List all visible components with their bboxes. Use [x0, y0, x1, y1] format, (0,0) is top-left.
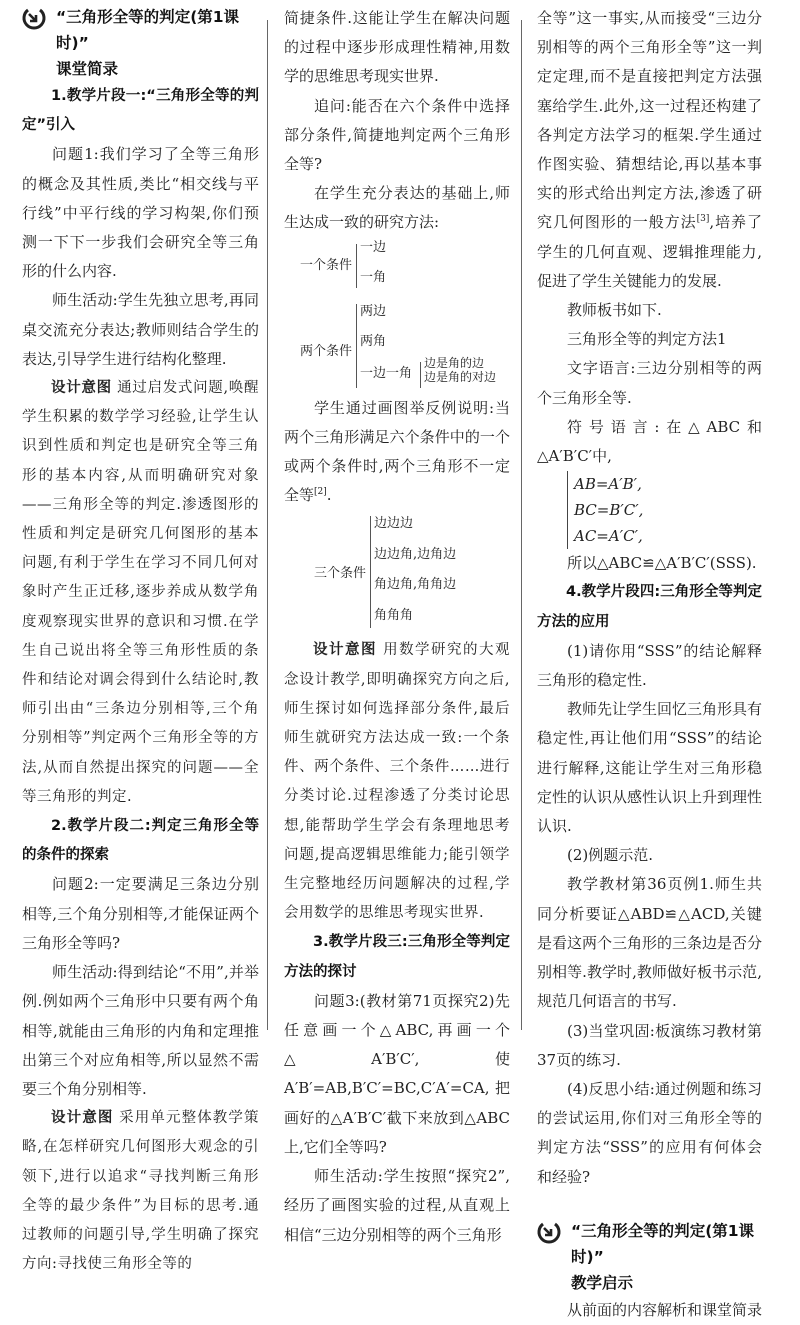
tree-leaf: 边边角,边角边: [374, 547, 457, 563]
tree-leaf: 角角角: [374, 608, 414, 624]
counter-text: 学生通过画图举反例说明:当两个三角形满足六个条件中的一个或两个条件时,两个三角形不一定全等: [284, 398, 510, 505]
tree-leaf: 一角: [360, 269, 387, 285]
item-4: (4)反思小结:通过例题和练习的尝试运用,你们对三角形全等的判定方法“SSS”的应用有何体会和经验?: [537, 1079, 762, 1186]
tree-sub-brace: [420, 362, 421, 388]
design-intent-text: 通过启发式问题,唤醒学生积累的数学学习经验,让学生认识到性质和判定也是研究全等三角形的基本内容,从而明确研究对象——三角形全等的判定.渗透图形的性质和判定是研究几何图形的基本问题,有利于学生在学习不同几何对象时产生正迁移,逐步养成从数学角度观察现实世界的意识和习惯.在学生自己说出将全等三角形性质的条件和结论对调会得到什么结论时,教师引出由“三条边分别相等,三个角分别相等”判定两个三角形全等的方法,从而自然提出探究的问题——全等三角形的判定.: [22, 380, 260, 805]
citation-ref: [3]: [696, 214, 710, 225]
circle-arrow-icon: [537, 1220, 561, 1244]
conclusion: 所以△ABC≌△A′B′C′(SSS).: [567, 554, 757, 573]
equation: AB=A′B′,: [574, 475, 642, 494]
question-2: 问题2:一定要满足三条边分别相等,三个角分别相等,才能保证两个三角形全等吗?: [22, 875, 259, 952]
column-divider: [521, 20, 522, 1030]
section-title-line2: 教学启示: [571, 1273, 634, 1292]
section-title-line1: “三角形全等的判定(第1课时)”: [56, 8, 240, 52]
item-2-activity: 教学教材第36页例1.师生共同分析要证△ABD≌△ACD,关键是看这两个三角形的三条边是否分别相等.教学时,教师做好板书示范,规范几何语言的书写.: [537, 875, 763, 1011]
tree-three-conditions: [284, 514, 510, 636]
column-divider: [267, 20, 268, 1030]
tree-sub-leaf: 边是角的边: [424, 355, 485, 370]
continuation-text: [537, 4, 762, 296]
continuation-body: 全等”这一事实,从而接受“三边分别相等的两个三角形全等”这一判定定理,而不是直接把判定方法强塞给学生.此外,这一过程还构建了各判定方法学习的框架.学生通过作图实验、猜想结论,再以基本事实的形式给出判定方法,渗透了研究几何图形的一般方法: [537, 9, 762, 232]
tree-one-condition: [284, 238, 510, 302]
item-2: (2)例题示范.: [567, 846, 654, 865]
board-title: 三角形全等的判定方法1: [567, 330, 727, 349]
item-1-activity: 教师先让学生回忆三角形具有稳定性,再让他们用“SSS”的结论进行解释,这能让学生对三角形稳定性的认识从感性认识上升到理性认识.: [537, 700, 763, 836]
item-1: (1)请你用“SSS”的结论解释三角形的稳定性.: [537, 641, 762, 690]
section-title-line1: “三角形全等的判定(第1课时)”: [571, 1221, 755, 1266]
tree-root: 一个条件: [300, 257, 353, 273]
tree-root: 三个条件: [314, 566, 367, 582]
tree-leaf: 两角: [360, 333, 387, 349]
counter-end: .: [326, 486, 332, 505]
symbol-language: 符号语言:在△ABC和△A′B′C′中,: [537, 417, 762, 466]
section-title-line2: 课堂简录: [56, 60, 119, 78]
equation: AC=A′C′,: [574, 527, 643, 546]
design-intent-label: 设计意图: [51, 380, 112, 397]
tree-brace: [356, 304, 357, 388]
section-heading-teaching-insights: [537, 1218, 762, 1296]
consensus-text: 在学生充分表达的基础上,师生达成一致的研究方法:: [284, 184, 510, 232]
design-intent-label: 设计意图: [51, 1110, 114, 1127]
tree-brace: [356, 244, 357, 288]
design-intent-3: [284, 636, 510, 928]
activity-2: 师生活动:得到结论“不用”,并举例.例如两个三角形中只要有两个角相等,就能由三角形的内角和定理推出第三个对应角相等,所以显然不需要三个角分别相等.: [22, 963, 259, 1098]
design-intent-2: [22, 1104, 259, 1279]
tree-leaf: 角边角,角角边: [374, 577, 457, 593]
tree-brace: [370, 516, 371, 628]
tree-two-conditions: [284, 302, 510, 394]
equation-system: [567, 471, 762, 549]
follow-up-question: 追问:能否在六个条件中选择部分条件,简捷地判定两个三角形全等?: [284, 96, 510, 174]
tree-leaf: 两边: [360, 303, 387, 319]
question-1: 问题1:我们学习了全等三角形的概念及其性质,类比“相交线与平行线”中平行线的学习构架,你们预测一下下一步我们会研究全等三角形的什么内容.: [22, 145, 259, 281]
equation: BC=B′C′,: [574, 501, 644, 520]
tree-leaf: 一边一角: [360, 365, 413, 381]
column-2: [284, 4, 510, 1250]
activity-3: 师生活动:学生按照“探究2”,经历了画图实验的过程,从直观上相信“三边分别相等的两个三角形: [284, 1167, 510, 1244]
counter-example-text: [284, 394, 510, 511]
question-3: 问题3:(教材第71页探究2)先任意画一个△ABC,再画一个△A′B′C′,使A′B′=AB,B′C′=BC,C′A′=CA,把画好的△A′B′C′截下来放到△ABC上,它们全等吗?: [284, 991, 510, 1156]
board-intro: 教师板书如下.: [567, 301, 662, 320]
continuation-end: ,培养了学生的几何直观、逻辑推理能力,促进了学生关键能力的发展.: [537, 213, 762, 290]
tree-root: 两个条件: [300, 343, 353, 359]
continuation-text: 简捷条件.这能让学生在解决问题的过程中逐步形成理性精神,用数学的思维思考现实世界.: [284, 9, 510, 86]
design-intent-text: 用数学研究的大观念设计教学,即明确探究方向之后,师生探讨如何选择部分条件,最后师生就研究方法达成一致:一个条件、两个条件、三个条件……进行分类讨论.过程渗透了分类讨论思想,能帮助学生学会有条理地思考问题,提高逻辑思维能力;能引领学生完整地经历问题解决的过程,学会用数学的思维思考现实世界.: [284, 642, 511, 922]
tree-leaf: 一边: [360, 239, 387, 255]
design-intent-1: [22, 374, 259, 812]
segment-4-title: 4.教学片段四:三角形全等判定方法的应用: [537, 584, 762, 630]
tree-leaf: 边边边: [374, 516, 414, 532]
item-3: (3)当堂巩固:板演练习教材第37页的练习.: [537, 1021, 762, 1069]
segment-2-title: 2.教学片段二:判定三角形全等的条件的探索: [22, 818, 259, 864]
activity-1: 师生活动:学生先独立思考,再同桌交流充分表达;教师则结合学生的表达,引导学生进行结构化整理.: [22, 291, 259, 368]
citation-ref: [2]: [314, 487, 327, 498]
column-3: [537, 4, 762, 1325]
column-1: [22, 4, 259, 1279]
design-intent-label: 设计意图: [313, 642, 377, 659]
section-heading-lesson-record: [22, 4, 259, 82]
circle-arrow-icon: [22, 6, 46, 30]
design-intent-text: 采用单元整体教学策略,在怎样研究几何图形大观念的引领下,进行以追求“寻找判断三角形全等的最少条件”为目标的思考.通过教师的问题引导,学生明确了探究方向:寻找使三角形全等的: [22, 1110, 260, 1273]
segment-1-title: 1.教学片段一:“三角形全等的判定”引入: [22, 88, 259, 134]
insights-opening: 从前面的内容解析和课堂简录: [567, 1300, 763, 1319]
segment-3-title: 3.教学片段三:三角形全等判定方法的探讨: [284, 934, 510, 980]
tree-sub-leaf: 边是角的对边: [424, 369, 497, 384]
text-language: 文字语言:三边分别相等的两个三角形全等.: [537, 359, 762, 407]
